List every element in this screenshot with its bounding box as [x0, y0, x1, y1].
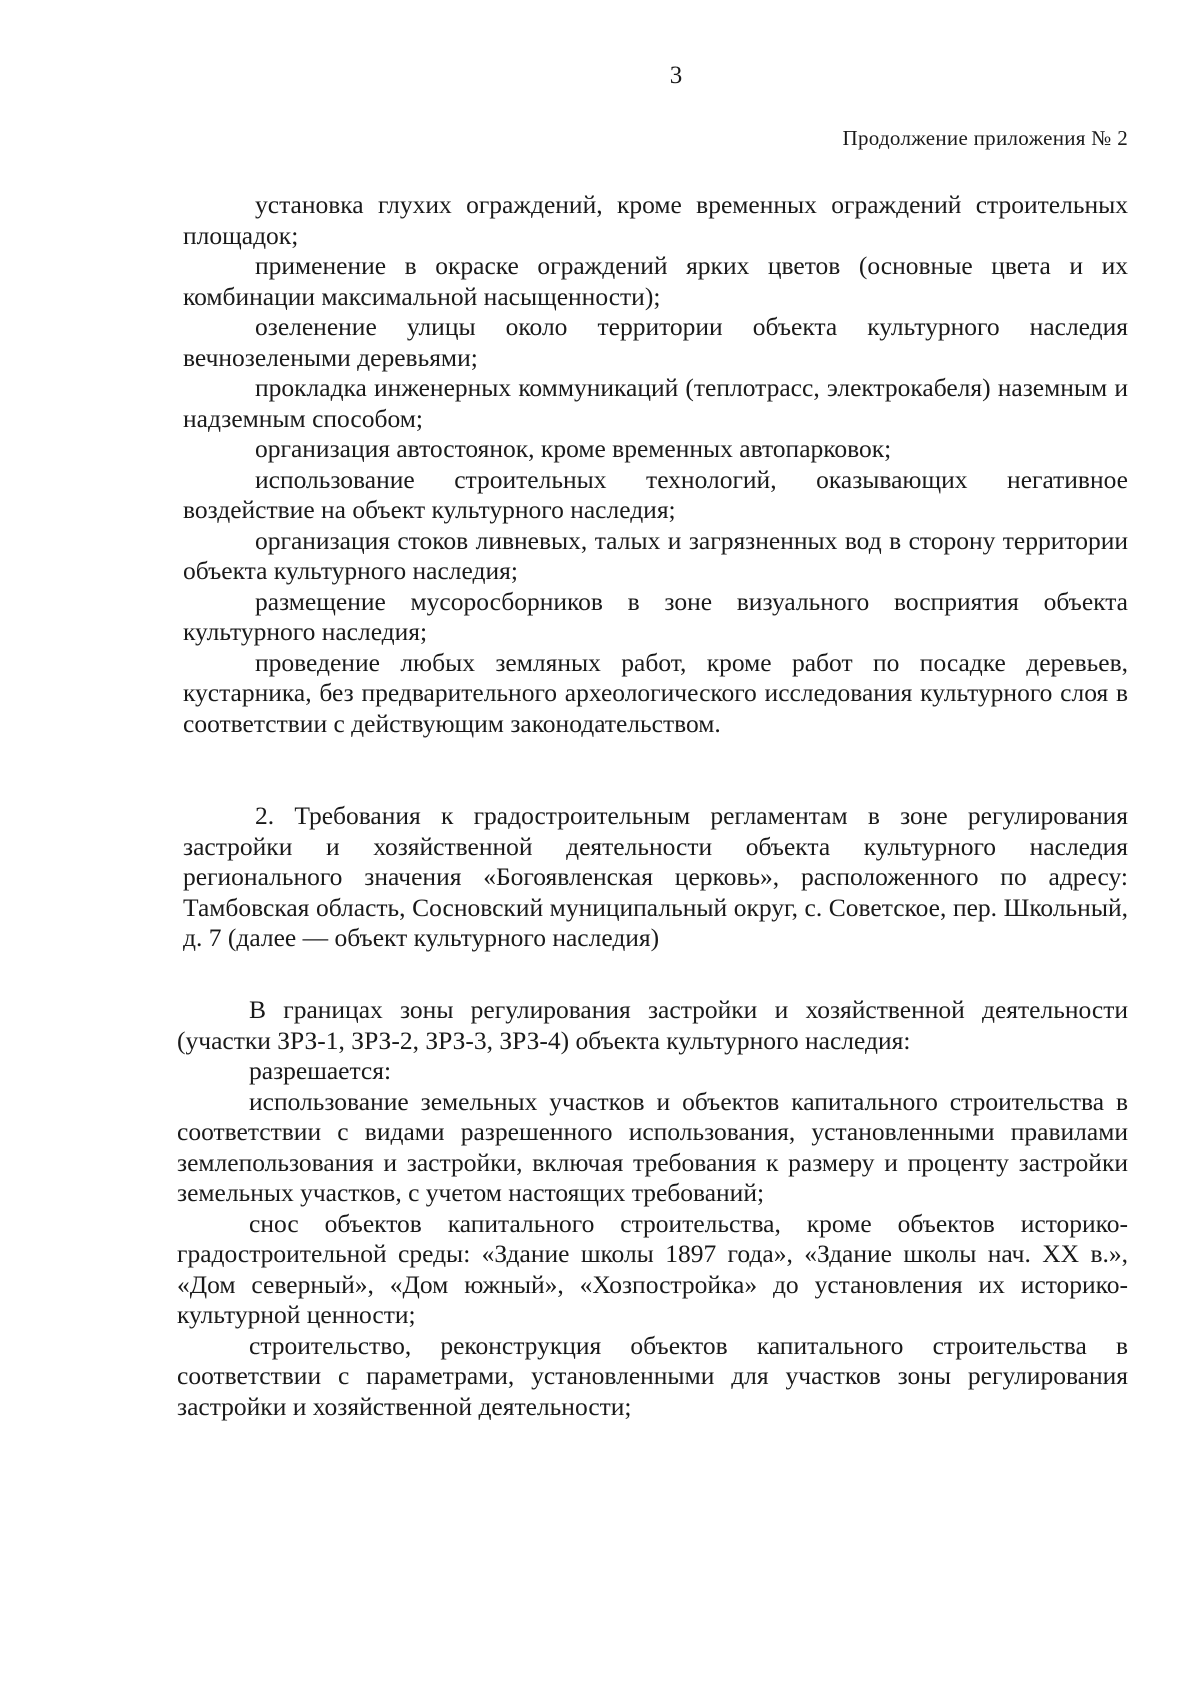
list-item: организация автостоянок, кроме временных автопарковок;	[255, 434, 892, 463]
prohibited-list	[183, 190, 1128, 739]
permitted-label: разрешается:	[249, 1056, 392, 1085]
section-two	[183, 801, 1128, 954]
list-item: использование земельных участков и объектов капитального строительства в соответствии с видами разрешенного использования, установленными правилами землепользования и застройки, включая требования к размеру и проценту застройки земельных участков, с учетом настоящих требований;	[177, 1086, 1128, 1207]
list-item: установка глухих ограждений, кроме временных ограждений строительных площадок;	[183, 190, 1128, 250]
list-item: размещение мусоросборников в зоне визуального восприятия объекта культурного наследия;	[183, 586, 1128, 646]
list-item: организация стоков ливневых, талых и загрязненных вод в сторону территории объекта культурного наследия;	[183, 525, 1128, 585]
section-heading: 2. Требования к градостроительным регламентам в зоне регулирования застройки и хозяйственной деятельности объекта культурного наследия регионального значения «Богоявленская церковь», расположенного по адресу: Тамбовская область, Сосновский муниципальный округ, с. Советское, пер. Школьный, д. 7 (далее — объект культурного наследия)	[183, 801, 1128, 952]
list-item: применение в окраске ограждений ярких цветов (основные цвета и их комбинации максимальной насыщенности);	[183, 251, 1128, 311]
list-item: прокладка инженерных коммуникаций (теплотрасс, электрокабеля) наземным и надземным способом;	[183, 373, 1128, 433]
zone-intro: В границах зоны регулирования застройки и хозяйственной деятельности (участки ЗРЗ-1, ЗРЗ-2, ЗРЗ-3, ЗРЗ-4) объекта культурного наследия:	[177, 995, 1128, 1055]
list-item: озеленение улицы около территории объекта культурного наследия вечнозелеными деревьями;	[183, 312, 1128, 372]
list-item: использование строительных технологий, оказывающих негативное воздействие на объект культурного наследия;	[183, 464, 1128, 524]
zone-requirements	[177, 995, 1128, 1422]
list-item: снос объектов капитального строительства, кроме объектов историко-градостроительной среды: «Здание школы 1897 года», «Здание школы нач. XX в.», «Дом северный», «Дом южный», «Хозпостройка» до установления их историко-культурной ценности;	[177, 1208, 1128, 1329]
page-number: 3	[669, 62, 683, 89]
list-item: строительство, реконструкция объектов капитального строительства в соответствии с параметрами, установленными для участков зоны регулирования застройки и хозяйственной деятельности;	[177, 1330, 1128, 1421]
list-item: проведение любых земляных работ, кроме работ по посадке деревьев, кустарника, без предварительного археологического исследования культурного слоя в соответствии с действующим законодательством.	[183, 647, 1128, 738]
appendix-continuation-note: Продолжение приложения № 2	[842, 126, 1128, 150]
